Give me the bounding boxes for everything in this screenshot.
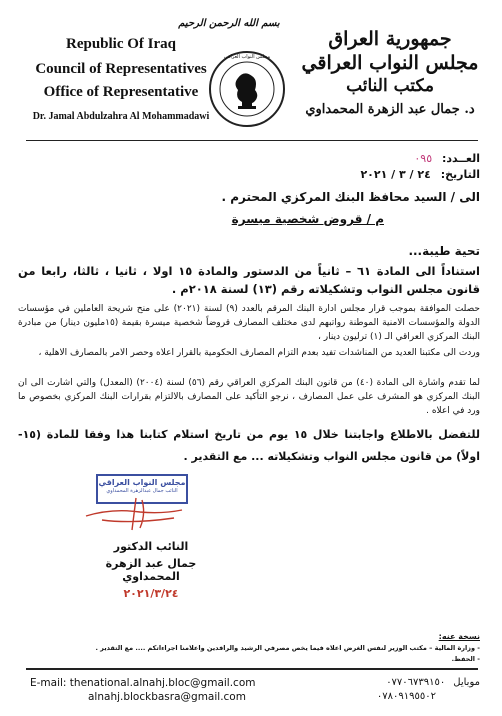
council-name: Council of Representatives <box>35 61 207 77</box>
copies-bullet: - <box>475 644 480 652</box>
phone-row-1 <box>377 676 480 690</box>
number-label: العــدد: <box>441 152 480 165</box>
recipient: الى / السيد محافظ البنك المركزي المحترم . <box>221 190 480 204</box>
signer-name: جمال عبد الزهرة المحمداوي <box>105 557 197 583</box>
signature-scribble <box>82 494 202 534</box>
stamp-line-1: مجلس النواب العراقي <box>98 478 186 487</box>
paragraph-approval: حصلت الموافقة بموجب قرار مجلس ادارة البنك المرقم بالعدد (٩) لسنة (٢٠٢١) على منح شريحة العاملين في مؤسسات الدولة والمؤسسات الامنية الموطنة رواتبهم لدى مختلف المصارف قروضاً شخصية ميسرة بقيمة (١٥مليون دينار) من مبادرة البنك المركزي العراقي الـ (١) ترليون دينار ، <box>18 304 480 342</box>
date-label: التاريخ: <box>440 168 480 181</box>
date-value: ٢٤ / ٣ / ٢٠٢١ <box>360 168 431 181</box>
mobile-label: موبايل <box>453 677 480 688</box>
office-name: Office of Representative <box>43 84 199 100</box>
header-divider <box>26 140 478 141</box>
footer-divider <box>26 668 478 670</box>
emblem-icon <box>208 50 286 128</box>
paragraph-closing: للتفضل بالاطلاع واجابتنا خلال ١٥ يوم من تاريخ استلام كتابنا هذا وفقا للمادة (١٥- اولاً) من قانون مجلس النواب وتشكيلاته ... مع التقدير . <box>18 428 480 463</box>
representative-name-arabic: د. جمال عبد الزهرة المحمداوي <box>305 102 475 117</box>
letterhead-english <box>26 36 216 122</box>
signature-date: ٢٠٢١/٣/٢٤ <box>123 587 179 600</box>
country-name-arabic: جمهورية العراق <box>328 28 452 50</box>
paragraph-complaints: وردت الى مكتبنا العديد من المناشدات تفيد بعدم التزام المصارف الحكومية بالقرار اعلاه وحصر الامر بالمصارف الاهلية ، <box>38 348 480 358</box>
copies-bullet: - <box>475 655 480 663</box>
letter-number <box>414 152 480 165</box>
email-primary: E-mail: thenational.alnahj.bloc@gmail.com <box>30 677 256 689</box>
paragraph-request: لما تقدم واشارة الى المادة (٤٠) من قانون البنك المركزي العراقي رقم (٥٦) لسنة (٢٠٠٤) (المعدل) والتي اشارت الى ان البنك المركزي هو المشرف على عمل المصارف ، نرجو التأكيد على المصارف بالالتزام بقرارات البنك المركزي بخصوص ما ورد في اعلاه . <box>18 378 480 416</box>
signature-block <box>86 540 216 600</box>
council-name-arabic: مجلس النواب العراقي <box>301 52 479 74</box>
number-value: ٠٩٥ <box>414 152 433 165</box>
email-secondary: alnahj.blockbasra@gmail.com <box>88 691 246 703</box>
subject: م / قروض شخصية ميسرة <box>231 212 384 226</box>
basmala: بسم الله الرحمن الرحيم <box>178 18 280 29</box>
phone-row-2 <box>377 690 480 704</box>
representative-name: Dr. Jamal Abdulzahra Al Mohammadawi <box>32 111 210 122</box>
copies-item-2: - الحفظ. <box>451 655 480 663</box>
parliament-emblem <box>208 50 286 128</box>
country-name: Republic Of Iraq <box>65 36 176 52</box>
emblem-caption: مجلس النواب العراقي <box>223 54 271 60</box>
greeting: تحية طيبة... <box>408 244 480 258</box>
copies-label: نسخة عنه: <box>438 632 480 641</box>
office-name-arabic: مكتب النائب <box>346 76 434 96</box>
copies-item-1: - وزارة المالية – مكتب الوزير لنفس الغرض اعلاه فيما يخص مصرفي الرشيد والرافدين واعلامنا اجراءاتكم .... مع التقدير . <box>95 644 480 652</box>
footer-emails <box>30 676 255 704</box>
letterhead-arabic <box>178 18 488 117</box>
phone-number-2: ٠٧٨٠٩١٩٥٥٠٢ <box>376 691 436 702</box>
stamp-line-2: النائب جمال عبدالزهرة المحمداوي <box>106 488 178 494</box>
signer-title: النائب الدكتور <box>113 540 189 553</box>
footer-phones <box>377 676 480 704</box>
phone-number-1: ٠٧٧٠٦٧٣٩١٥٠ <box>386 677 446 688</box>
letter-date <box>360 168 480 181</box>
paragraph-legal-basis: استناداً الى المادة ٦١ – ثانياً من الدستور والمادة ١٥ اولا ، ثانيا ، ثالثا، رابعا من قانون مجلس النواب وتشكيلاته رقم (١٣) لسنة ٢٠١٨م . <box>18 264 480 296</box>
